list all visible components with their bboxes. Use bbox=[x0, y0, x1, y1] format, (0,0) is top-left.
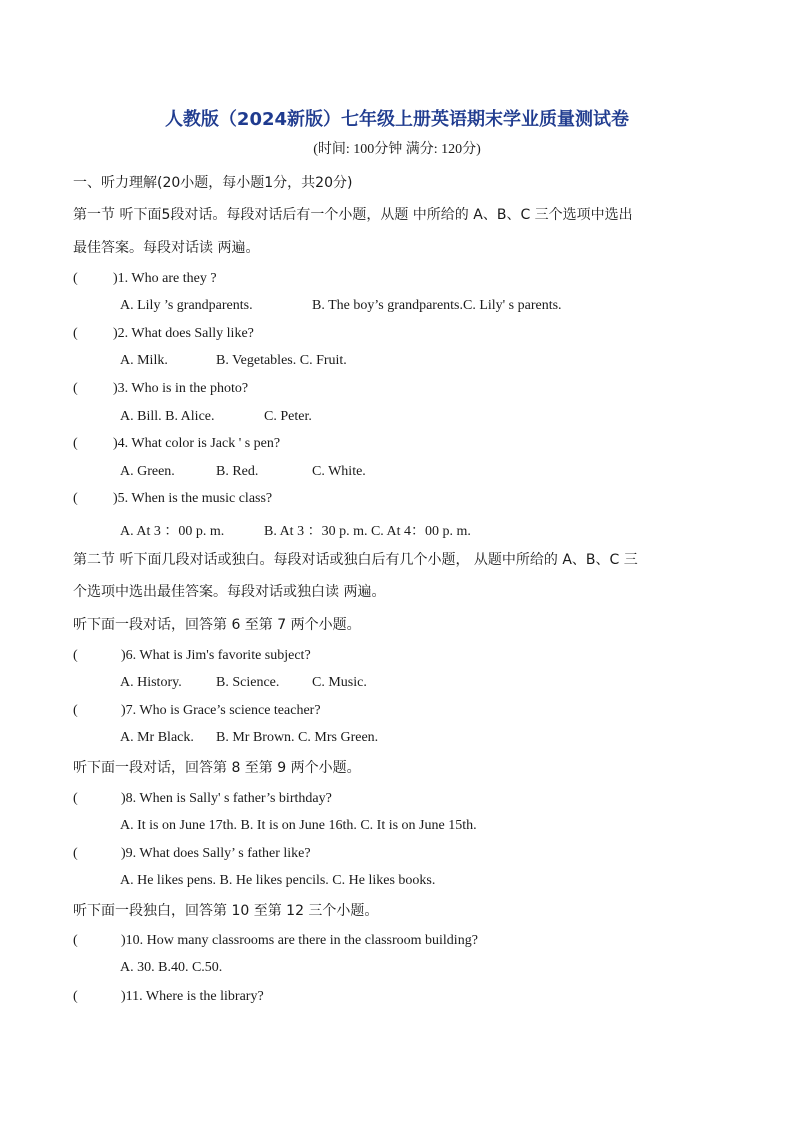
question-4 bbox=[73, 436, 280, 452]
option-c: C. White. bbox=[312, 464, 366, 479]
answer-blank[interactable]: ( bbox=[73, 326, 78, 341]
exam-info: (时间: 100分钟 满分: 120分) bbox=[313, 142, 481, 157]
part1-instructions-line2: 最佳答案。每段对话读 两遍。 bbox=[73, 240, 260, 256]
part2-instructions-line1: 第二节 听下面几段对话或独白。每段对话或独白后有几个小题， 从题中所给的 A、B、C 三 bbox=[73, 552, 638, 568]
option-bc: B. The boy’s grandparents.C. Lily' s parents. bbox=[312, 298, 562, 313]
question-10 bbox=[73, 933, 478, 949]
question-text: )6. What is Jim's favorite subject? bbox=[121, 648, 311, 663]
group-heading-10-12: 听下面一段独白，回答第 10 至第 12 三个小题。 bbox=[73, 903, 379, 919]
option-a: A. Lily ’s grandparents. bbox=[120, 298, 253, 313]
question-text: )11. Where is the library? bbox=[121, 989, 264, 1004]
question-text: )2. What does Sally like? bbox=[113, 326, 254, 341]
question-text: )8. When is Sally' s father’s birthday? bbox=[121, 791, 332, 806]
question-7 bbox=[73, 703, 321, 719]
option-a: A. Milk. bbox=[120, 353, 168, 368]
section-heading: 一、听力理解(20小题，每小题1分，共20分) bbox=[73, 175, 353, 191]
answer-blank[interactable]: ( bbox=[73, 933, 78, 948]
question-8 bbox=[73, 791, 332, 807]
answer-blank[interactable]: ( bbox=[73, 648, 78, 663]
option-c: C. Peter. bbox=[264, 409, 312, 424]
part1-instructions-line1: 第一节 听下面5段对话。每段对话后有一个小题，从题 中所给的 A、B、C 三个选项中选出 bbox=[73, 207, 633, 223]
answer-blank[interactable]: ( bbox=[73, 381, 78, 396]
question-5 bbox=[73, 491, 272, 507]
question-text: )7. Who is Grace’s science teacher? bbox=[121, 703, 321, 718]
question-2 bbox=[73, 326, 254, 342]
question-3 bbox=[73, 381, 248, 397]
option-abc: A. It is on June 17th. B. It is on June 16th. C. It is on June 15th. bbox=[120, 818, 477, 833]
answer-blank[interactable]: ( bbox=[73, 791, 78, 806]
question-text: )1. Who are they ? bbox=[113, 271, 217, 286]
answer-blank[interactable]: ( bbox=[73, 703, 78, 718]
answer-blank[interactable]: ( bbox=[73, 271, 78, 286]
option-b: B. Science. bbox=[216, 675, 280, 690]
answer-blank[interactable]: ( bbox=[73, 436, 78, 451]
option-a: A. Mr Black. bbox=[120, 730, 194, 745]
part2-instructions-line2: 个选项中选出最佳答案。每段对话或独白读 两遍。 bbox=[73, 584, 386, 600]
group-heading-6-7: 听下面一段对话，回答第 6 至第 7 两个小题。 bbox=[73, 617, 361, 633]
option-bc: B. Vegetables. C. Fruit. bbox=[216, 353, 347, 368]
option-a: A. History. bbox=[120, 675, 182, 690]
group-heading-8-9: 听下面一段对话，回答第 8 至第 9 两个小题。 bbox=[73, 760, 361, 776]
question-text: )3. Who is in the photo? bbox=[113, 381, 249, 396]
question-text: )9. What does Sally’ s father like? bbox=[121, 846, 311, 861]
option-a: A. Green. bbox=[120, 464, 175, 479]
option-bc: B. At 3 ：30 p. m. C. At 4：00 p. m. bbox=[264, 524, 471, 539]
page-title: 人教版（2024新版）七年级上册英语期末学业质量测试卷 bbox=[164, 109, 630, 130]
answer-blank[interactable]: ( bbox=[73, 846, 78, 861]
answer-blank[interactable]: ( bbox=[73, 989, 78, 1004]
question-1 bbox=[73, 271, 217, 287]
answer-blank[interactable]: ( bbox=[73, 491, 78, 506]
option-c: C. Music. bbox=[312, 675, 367, 690]
question-text: )4. What color is Jack ' s pen? bbox=[113, 436, 281, 451]
option-abc: A. He likes pens. B. He likes pencils. C. He likes books. bbox=[120, 873, 436, 888]
question-11 bbox=[73, 989, 264, 1005]
question-text: )5. When is the music class? bbox=[113, 491, 273, 506]
option-b: B. Red. bbox=[216, 464, 259, 479]
option-abc: A. 30. B.40. C.50. bbox=[120, 960, 223, 975]
option-a: A. At 3 ：00 p. m. bbox=[120, 524, 225, 539]
question-9 bbox=[73, 846, 311, 862]
question-6 bbox=[73, 648, 311, 664]
option-bc: B. Mr Brown. C. Mrs Green. bbox=[216, 730, 379, 745]
option-ab: A. Bill. B. Alice. bbox=[120, 409, 215, 424]
question-text: )10. How many classrooms are there in the classroom building? bbox=[121, 933, 478, 948]
